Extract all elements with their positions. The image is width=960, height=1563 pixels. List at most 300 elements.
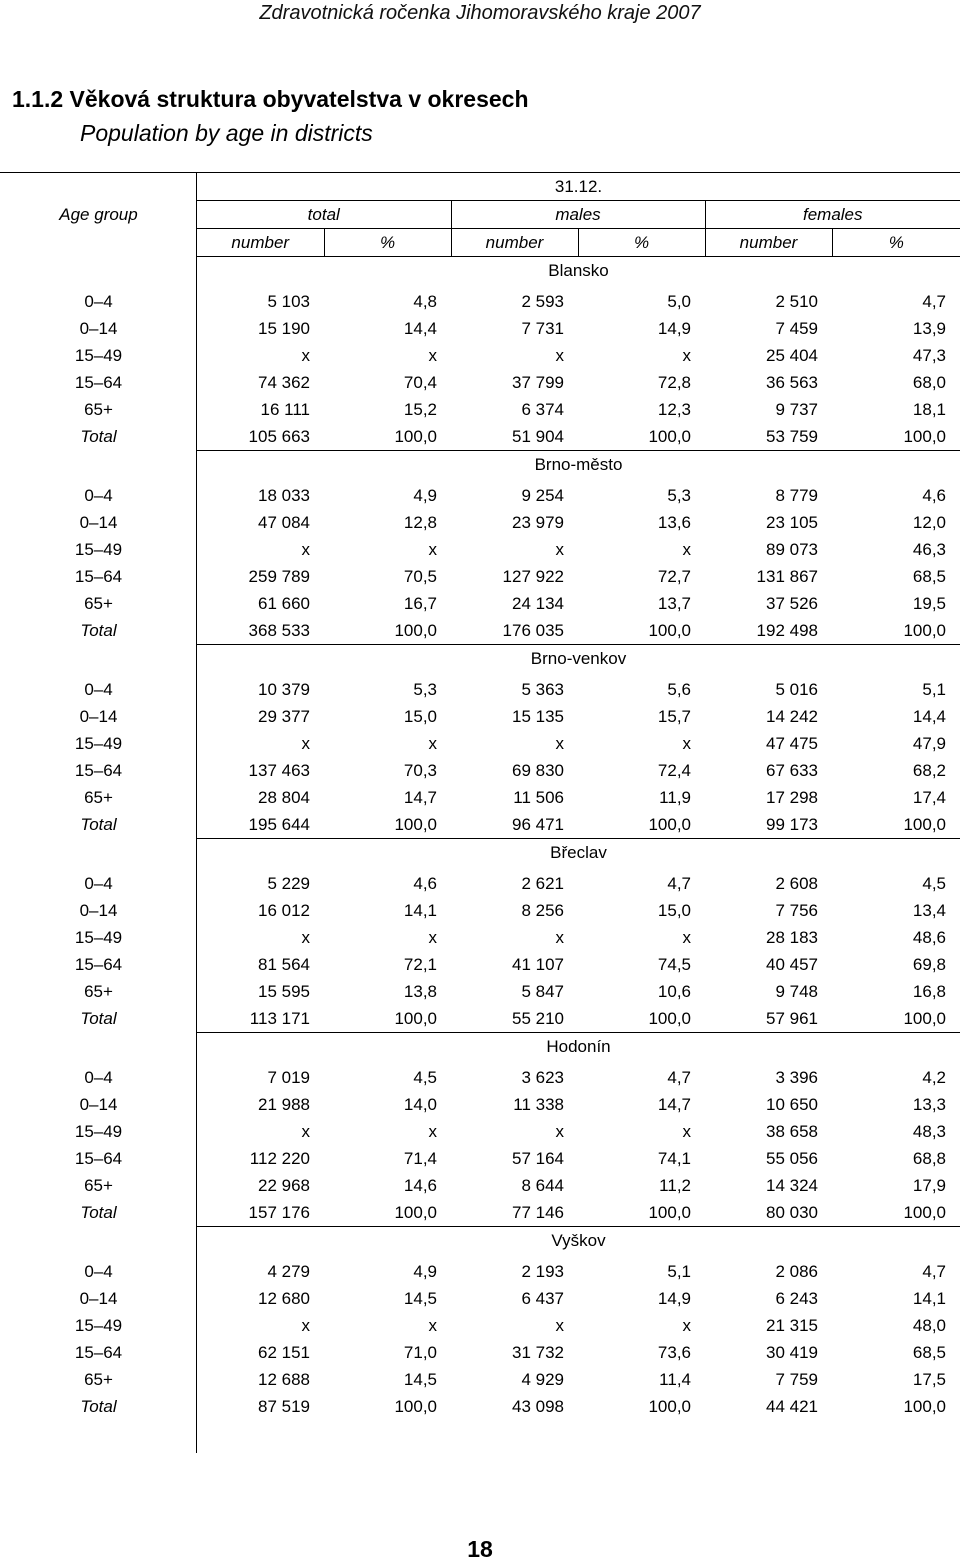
value-cell-f-num: 14 324 [766, 1176, 818, 1195]
age-group-cell: 65+ [84, 982, 113, 1001]
age-group-cell: Total [80, 1397, 117, 1416]
value-cell-f-pct: 18,1 [912, 400, 947, 419]
value-cell-f-pct: 48,3 [912, 1122, 947, 1141]
value-cell-t-num: 12 680 [258, 1289, 310, 1308]
age-group-cell: 0–14 [79, 1289, 118, 1308]
age-group-cell: Total [80, 427, 117, 447]
table-row [0, 757, 960, 784]
value-cell-t-pct: 72,1 [403, 955, 437, 974]
table-row [0, 784, 960, 811]
table-row [0, 369, 960, 396]
value-cell-f-num: 67 633 [766, 761, 818, 780]
value-cell-t-pct: 70,3 [403, 761, 437, 780]
value-cell-f-pct: 5,1 [922, 680, 947, 699]
table-row [0, 1118, 960, 1145]
district-name: Brno-město [197, 451, 960, 479]
table-row [0, 811, 960, 839]
age-group-cell: Total [80, 1203, 117, 1223]
table-row [0, 1172, 960, 1199]
value-cell-t-pct: 14,4 [403, 319, 437, 338]
value-cell-t-num: 81 564 [258, 955, 310, 974]
age-group-cell: 15–49 [74, 1122, 123, 1141]
value-cell-f-pct: 4,7 [922, 1262, 947, 1281]
age-group-cell: Total [80, 1009, 117, 1029]
table-row [0, 703, 960, 730]
district-spacer [0, 1033, 197, 1061]
value-cell-f-num: 6 243 [775, 1289, 818, 1308]
value-cell-f-num: 55 056 [766, 1149, 818, 1168]
value-cell-m-pct: 72,7 [657, 567, 691, 586]
district-spacer [0, 645, 197, 673]
table-row [0, 423, 960, 451]
district-name: Brno-venkov [197, 645, 960, 673]
value-cell-t-num: 61 660 [258, 594, 310, 613]
value-cell-t-pct: x [428, 1316, 437, 1335]
value-cell-t-pct: x [428, 540, 437, 559]
value-cell-m-num: 41 107 [512, 955, 564, 974]
age-group-cell: Total [80, 815, 117, 835]
table-row [0, 288, 960, 315]
value-cell-f-num: 2 608 [775, 874, 818, 893]
value-cell-f-num: 38 658 [766, 1122, 818, 1141]
value-cell-m-pct: 4,7 [667, 874, 691, 893]
district-header-row [0, 839, 960, 867]
value-cell-t-pct: x [428, 1122, 437, 1141]
value-cell-t-num: 87 519 [258, 1397, 310, 1416]
value-cell-m-pct: 4,7 [667, 1068, 691, 1087]
value-cell-m-num: 77 146 [512, 1203, 564, 1222]
value-cell-m-pct: 72,8 [657, 373, 691, 392]
value-cell-t-pct: 70,4 [403, 373, 437, 392]
table-row [0, 870, 960, 897]
value-cell-m-pct: x [682, 928, 691, 947]
value-cell-m-num: 176 035 [502, 621, 564, 640]
value-cell-f-num: 131 867 [756, 567, 818, 586]
value-cell-t-pct: 14,5 [403, 1370, 437, 1389]
value-cell-m-pct: 72,4 [657, 761, 691, 780]
age-group-cell: Total [80, 621, 117, 641]
value-cell-t-pct: 4,9 [413, 1262, 437, 1281]
value-cell-t-num: 16 111 [260, 400, 310, 419]
district-name: Hodonín [197, 1033, 960, 1061]
table-row [0, 897, 960, 924]
value-cell-m-pct: 12,3 [657, 400, 691, 419]
age-group-cell: 15–49 [74, 540, 123, 559]
value-cell-t-pct: 5,3 [413, 680, 437, 699]
value-cell-f-pct: 68,5 [912, 567, 947, 586]
subheader-males-pct: % [578, 229, 705, 257]
value-cell-t-num: 5 229 [267, 874, 310, 893]
value-cell-t-pct: 12,8 [403, 513, 437, 532]
value-cell-f-pct: 47,3 [912, 346, 947, 365]
value-cell-m-pct: 13,6 [657, 513, 691, 532]
value-cell-f-pct: 100,0 [903, 1009, 947, 1028]
table-row [0, 1393, 960, 1420]
value-cell-m-pct: 13,7 [657, 594, 691, 613]
value-cell-f-num: 37 526 [766, 594, 818, 613]
table-row [0, 1312, 960, 1339]
district-header-row [0, 1227, 960, 1255]
value-cell-m-num: 43 098 [512, 1397, 564, 1416]
table-row [0, 396, 960, 423]
age-group-cell: 15–64 [74, 761, 123, 780]
value-cell-t-num: 29 377 [258, 707, 310, 726]
age-group-cell: 0–4 [84, 874, 113, 893]
age-group-cell: 15–64 [74, 955, 123, 974]
value-cell-m-pct: 73,6 [657, 1343, 691, 1362]
district-header-row [0, 1033, 960, 1061]
value-cell-t-num: 18 033 [258, 486, 310, 505]
table-row [0, 617, 960, 645]
value-cell-f-pct: 14,4 [912, 707, 947, 726]
value-cell-m-num: 127 922 [502, 567, 564, 586]
subheader-total-pct: % [324, 229, 451, 257]
table-row [0, 676, 960, 703]
value-cell-f-num: 89 073 [766, 540, 818, 559]
value-cell-t-num: 21 988 [258, 1095, 310, 1114]
district-spacer [0, 451, 197, 479]
value-cell-t-pct: 71,0 [403, 1343, 437, 1362]
value-cell-t-num: 4 279 [267, 1262, 310, 1281]
value-cell-f-pct: 68,2 [912, 761, 947, 780]
value-cell-f-pct: 46,3 [912, 540, 947, 559]
value-cell-f-pct: 100,0 [903, 1397, 947, 1416]
value-cell-m-pct: x [682, 734, 691, 753]
age-group-cell: 15–49 [74, 1316, 123, 1335]
value-cell-f-pct: 100,0 [903, 621, 947, 640]
table-title [12, 86, 529, 113]
value-cell-f-pct: 4,2 [922, 1068, 947, 1087]
subheader-total-number: number [231, 233, 290, 252]
value-cell-t-pct: 14,1 [403, 901, 437, 920]
value-cell-f-num: 7 459 [775, 319, 818, 338]
value-cell-m-num: 96 471 [512, 815, 564, 834]
value-cell-m-pct: 100,0 [648, 1009, 691, 1028]
value-cell-t-pct: 14,5 [403, 1289, 437, 1308]
subheader-males-number: number [451, 229, 578, 257]
value-cell-t-num: 195 644 [248, 815, 310, 834]
value-cell-f-num: 80 030 [766, 1203, 818, 1222]
table-row [0, 1285, 960, 1312]
age-group-cell: 65+ [84, 788, 113, 807]
district-name: Vyškov [197, 1227, 960, 1255]
table-row [0, 315, 960, 342]
value-cell-m-pct: 5,3 [667, 486, 691, 505]
value-cell-t-num: 15 190 [258, 319, 310, 338]
district-name: Břeclav [197, 839, 960, 867]
value-cell-t-num: x [301, 1316, 310, 1335]
value-cell-m-pct: 11,2 [659, 1176, 691, 1195]
value-cell-m-num: x [555, 346, 564, 365]
value-cell-f-num: 7 759 [775, 1370, 818, 1389]
district-spacer [0, 1227, 197, 1255]
table-row [0, 342, 960, 369]
group-header-males: males [451, 201, 705, 229]
value-cell-t-num: x [301, 1122, 310, 1141]
value-cell-f-pct: 4,7 [922, 292, 947, 311]
value-cell-f-num: 14 242 [766, 707, 818, 726]
value-cell-m-num: 2 193 [521, 1262, 564, 1281]
value-cell-f-pct: 68,8 [912, 1149, 947, 1168]
table-row [0, 730, 960, 757]
value-cell-m-num: x [555, 928, 564, 947]
age-group-cell: 0–14 [79, 319, 118, 338]
date-header: 31.12. [197, 173, 960, 201]
value-cell-f-num: 2 086 [775, 1262, 818, 1281]
value-cell-m-num: 2 593 [521, 292, 564, 311]
value-cell-f-pct: 100,0 [903, 427, 947, 446]
value-cell-m-num: 5 847 [521, 982, 564, 1001]
group-header-total: total [197, 201, 451, 229]
value-cell-m-pct: 74,1 [657, 1149, 691, 1168]
value-cell-m-num: x [555, 540, 564, 559]
district-spacer [0, 257, 197, 285]
table-row [0, 1258, 960, 1285]
value-cell-m-num: 6 374 [521, 400, 564, 419]
district-header-row [0, 645, 960, 673]
value-cell-f-num: 40 457 [766, 955, 818, 974]
value-cell-t-pct: 100,0 [394, 1203, 437, 1222]
value-cell-f-pct: 13,9 [912, 319, 947, 338]
value-cell-m-num: 6 437 [521, 1289, 564, 1308]
age-group-cell: 0–4 [84, 486, 113, 505]
value-cell-f-pct: 48,0 [912, 1316, 947, 1335]
subheader-females-pct: % [832, 229, 960, 257]
table-subtitle: Population by age in districts [80, 120, 373, 146]
value-cell-m-pct: 100,0 [648, 1397, 691, 1416]
value-cell-t-num: 74 362 [258, 373, 310, 392]
value-cell-t-num: 12 688 [258, 1370, 310, 1389]
value-cell-m-pct: 100,0 [648, 1203, 691, 1222]
age-group-cell: 0–4 [84, 1262, 113, 1281]
value-cell-f-num: 10 650 [766, 1095, 818, 1114]
value-cell-m-num: 69 830 [512, 761, 564, 780]
value-cell-m-pct: 11,9 [659, 788, 691, 807]
district-header-row [0, 451, 960, 479]
value-cell-f-pct: 68,5 [912, 1343, 947, 1362]
age-group-header-spacer [0, 173, 197, 201]
value-cell-f-pct: 47,9 [912, 734, 947, 753]
age-group-cell: 0–4 [84, 292, 113, 311]
age-group-cell: 0–14 [79, 1095, 118, 1114]
value-cell-t-pct: 13,8 [403, 982, 437, 1001]
value-cell-t-pct: 15,2 [403, 400, 437, 419]
value-cell-f-pct: 4,5 [922, 874, 947, 893]
value-cell-f-num: 30 419 [766, 1343, 818, 1362]
value-cell-m-num: 31 732 [512, 1343, 564, 1362]
value-cell-m-num: 3 623 [521, 1068, 564, 1087]
value-cell-f-num: 8 779 [775, 486, 818, 505]
value-cell-f-pct: 68,0 [912, 373, 947, 392]
value-cell-f-num: 44 421 [766, 1397, 818, 1416]
value-cell-f-pct: 17,9 [912, 1176, 947, 1195]
value-cell-t-num: 259 789 [248, 567, 310, 586]
value-cell-t-pct: x [428, 928, 437, 947]
table-row [0, 590, 960, 617]
value-cell-m-num: x [555, 1122, 564, 1141]
page-number: 18 [467, 1536, 493, 1562]
age-group-cell: 65+ [84, 400, 113, 419]
value-cell-m-pct: 100,0 [648, 621, 691, 640]
age-group-cell: 15–64 [74, 567, 123, 586]
value-cell-m-num: x [555, 734, 564, 753]
value-cell-t-pct: x [428, 346, 437, 365]
value-cell-t-pct: 14,6 [403, 1176, 437, 1195]
value-cell-m-pct: 11,4 [659, 1370, 691, 1389]
value-cell-m-pct: 15,0 [657, 901, 691, 920]
value-cell-t-num: 15 595 [258, 982, 310, 1001]
value-cell-t-pct: 4,9 [413, 486, 437, 505]
value-cell-f-pct: 17,4 [912, 788, 947, 807]
table-row [0, 951, 960, 978]
table-row [0, 563, 960, 590]
value-cell-f-num: 17 298 [766, 788, 818, 807]
value-cell-m-num: 11 338 [513, 1095, 564, 1114]
value-cell-f-pct: 69,8 [912, 955, 947, 974]
value-cell-f-num: 9 737 [775, 400, 818, 419]
value-cell-m-num: 15 135 [512, 707, 564, 726]
value-cell-m-pct: 14,9 [657, 1289, 691, 1308]
value-cell-t-num: 157 176 [248, 1203, 310, 1222]
district-name: Blansko [197, 257, 960, 285]
value-cell-f-num: 53 759 [766, 427, 818, 446]
value-cell-t-pct: 100,0 [394, 815, 437, 834]
value-cell-t-num: x [301, 346, 310, 365]
table-row [0, 1199, 960, 1227]
age-group-cell: 15–64 [74, 1149, 123, 1168]
value-cell-t-num: 105 663 [248, 427, 310, 446]
district-spacer [0, 839, 197, 867]
population-table [0, 173, 960, 1420]
subheader-females-number: number [705, 229, 832, 257]
value-cell-t-num: 22 968 [258, 1176, 310, 1195]
value-cell-f-pct: 17,5 [912, 1370, 947, 1389]
value-cell-m-pct: 5,1 [667, 1262, 691, 1281]
value-cell-m-num: 9 254 [521, 486, 564, 505]
table-row [0, 1339, 960, 1366]
value-cell-m-num: 57 164 [512, 1149, 564, 1168]
value-cell-t-pct: 4,5 [413, 1068, 437, 1087]
value-cell-t-pct: 14,7 [403, 788, 437, 807]
value-cell-t-pct: 100,0 [394, 427, 437, 446]
value-cell-t-pct: 14,0 [403, 1095, 437, 1114]
value-cell-m-pct: 5,6 [667, 680, 691, 699]
value-cell-f-num: 25 404 [766, 346, 818, 365]
value-cell-f-pct: 100,0 [903, 1203, 947, 1222]
value-cell-m-pct: x [682, 1316, 691, 1335]
age-group-cell: 65+ [84, 594, 113, 613]
value-cell-f-num: 36 563 [766, 373, 818, 392]
age-group-header: Age group [59, 205, 138, 224]
table-row [0, 978, 960, 1005]
value-cell-t-num: 112 220 [249, 1149, 310, 1168]
age-group-cell: 0–4 [84, 680, 113, 699]
value-cell-t-pct: 4,8 [413, 292, 437, 311]
value-cell-m-pct: 14,7 [657, 1095, 691, 1114]
value-cell-m-pct: 10,6 [657, 982, 691, 1001]
value-cell-f-pct: 100,0 [903, 815, 947, 834]
title-czech: Věková struktura obyvatelstva v okresech [69, 86, 529, 112]
value-cell-m-num: 37 799 [512, 373, 564, 392]
table-row [0, 924, 960, 951]
value-cell-t-pct: 100,0 [394, 1009, 437, 1028]
value-cell-m-pct: 74,5 [657, 955, 691, 974]
value-cell-t-num: 10 379 [258, 680, 310, 699]
age-group-cell: 15–49 [74, 928, 123, 947]
value-cell-f-pct: 13,3 [912, 1095, 947, 1114]
table-row [0, 1064, 960, 1091]
age-group-cell: 15–64 [74, 373, 123, 392]
subheader-spacer [0, 229, 197, 257]
table-row [0, 1005, 960, 1033]
value-cell-f-pct: 16,8 [912, 982, 947, 1001]
value-cell-f-num: 21 315 [766, 1316, 818, 1335]
value-cell-t-num: 137 463 [248, 761, 310, 780]
value-cell-t-num: x [301, 540, 310, 559]
value-cell-t-num: x [301, 734, 310, 753]
value-cell-m-pct: x [682, 540, 691, 559]
value-cell-f-num: 2 510 [775, 292, 818, 311]
age-group-cell: 15–64 [74, 1343, 123, 1362]
value-cell-f-pct: 12,0 [912, 513, 947, 532]
value-cell-f-num: 3 396 [775, 1068, 818, 1087]
value-cell-t-num: x [301, 928, 310, 947]
value-cell-t-num: 5 103 [267, 292, 310, 311]
value-cell-t-pct: x [428, 734, 437, 753]
value-cell-f-num: 47 475 [766, 734, 818, 753]
table-row [0, 1091, 960, 1118]
value-cell-m-num: 7 731 [521, 319, 564, 338]
value-cell-m-pct: 15,7 [657, 707, 691, 726]
value-cell-m-num: 5 363 [521, 680, 564, 699]
value-cell-m-num: 55 210 [512, 1009, 564, 1028]
table-row [0, 1366, 960, 1393]
value-cell-f-pct: 13,4 [912, 901, 947, 920]
value-cell-m-pct: 100,0 [648, 427, 691, 446]
value-cell-m-pct: 14,9 [657, 319, 691, 338]
value-cell-t-num: 368 533 [248, 621, 310, 640]
value-cell-m-num: 24 134 [512, 594, 564, 613]
value-cell-m-num: 11 506 [513, 788, 564, 807]
value-cell-f-num: 192 498 [756, 621, 818, 640]
age-group-cell: 15–49 [74, 346, 123, 365]
running-header: Zdravotnická ročenka Jihomoravského kraje 2007 [259, 2, 701, 24]
value-cell-f-num: 57 961 [766, 1009, 818, 1028]
age-group-cell: 0–14 [79, 901, 118, 920]
value-cell-m-num: 8 256 [521, 901, 564, 920]
value-cell-t-pct: 100,0 [394, 621, 437, 640]
value-cell-t-num: 113 171 [249, 1009, 310, 1028]
value-cell-f-pct: 48,6 [912, 928, 947, 947]
value-cell-m-num: 8 644 [521, 1176, 564, 1195]
value-cell-m-num: 2 621 [521, 874, 564, 893]
value-cell-m-pct: x [682, 1122, 691, 1141]
age-group-cell: 0–14 [79, 707, 118, 726]
section-number: 1.1.2 [12, 86, 64, 112]
age-group-cell: 65+ [84, 1176, 113, 1195]
value-cell-m-num: 4 929 [521, 1370, 564, 1389]
district-header-row [0, 257, 960, 285]
value-cell-t-pct: 100,0 [394, 1397, 437, 1416]
value-cell-m-num: 23 979 [512, 513, 564, 532]
value-cell-m-num: x [555, 1316, 564, 1335]
value-cell-m-pct: 100,0 [648, 815, 691, 834]
value-cell-m-pct: x [682, 346, 691, 365]
value-cell-f-pct: 19,5 [912, 594, 947, 613]
value-cell-t-pct: 16,7 [403, 594, 437, 613]
age-group-cell: 65+ [84, 1370, 113, 1389]
value-cell-f-num: 28 183 [766, 928, 818, 947]
